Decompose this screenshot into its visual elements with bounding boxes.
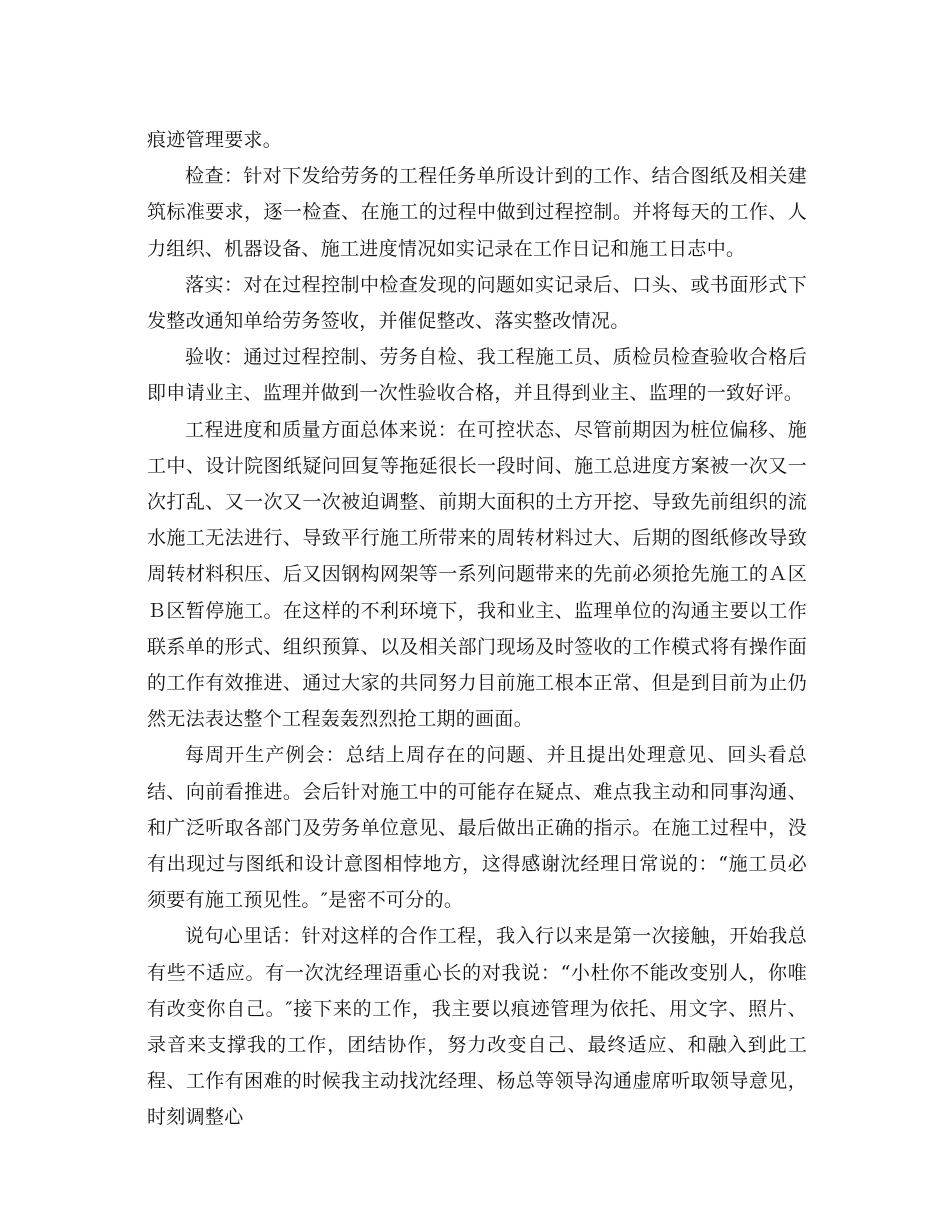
paragraph-progress-quality: 工程进度和质量方面总体来说：在可控状态、尽管前期因为桩位偏移、施工中、设计院图纸疑问回复等拖延很长一段时间、施工总进度方案被一次又一次打乱、又一次又一次被迫调整、前期大面积的土方开挖、导致先前组织的流水施工无法进行、导致平行施工所带来的周转材料过大、后期的图纸修改导致周转材料积压、后又因钢构网架等一系列问题带来的先前必须抢先施工的Ａ区Ｂ区暂停施工。在这样的不利环境下，我和业主、监理单位的沟通主要以工作联系单的形式、组织预算、以及相关部门现场及时签收的工作模式将有操作面的工作有效推进、通过大家的共同努力目前施工根本正常、但是到目前为止仍然无法表达整个工程轰轰烈烈抢工期的画面。 xyxy=(147,418,807,731)
paragraph-weekly-meeting: 每周开生产例会：总结上周存在的问题、并且提出处理意见、回头看总结、向前看推进。会后针对施工中的可能存在疑点、难点我主动和同事沟通、和广泛听取各部门及劳务单位意见、最后做出正确的指示。在施工过程中，没有出现过与图纸和设计意图相悖地方，这得感谢沈经理日常说的：“施工员必须要有施工预见性。″是密不可分的。 xyxy=(147,744,807,912)
paragraph-inspection: 检查：针对下发给劳务的工程任务单所设计到的工作、结合图纸及相关建筑标准要求，逐一检查、在施工的过程中做到过程控制。并将每天的工作、人力组织、机器设备、施工进度情况如实记录在工作日记和施工日志中。 xyxy=(147,165,807,260)
paragraph-continuation: 痕迹管理要求。 xyxy=(147,129,283,151)
paragraph-acceptance: 验收：通过过程控制、劳务自检、我工程施工员、质检员检查验收合格后即申请业主、监理并做到一次性验收合格，并且得到业主、监理的一致好评。 xyxy=(147,346,807,405)
document-body xyxy=(147,122,807,1136)
paragraph-implementation: 落实：对在过程控制中检查发现的问题如实记录后、口头、或书面形式下发整改通知单给劳务签收，并催促整改、落实整改情况。 xyxy=(147,273,807,333)
paragraph-heartfelt-words: 说句心里话：针对这样的合作工程，我入行以来是第一次接触，开始我总有些不适应。有一次沈经理语重心长的对我说：“小杜你不能改变别人，你唯有改变你自己。″接下来的工作，我主要以痕迹管理为依托、用文字、照片、录音来支撑我的工作，团结协作，努力改变自己、最终适应、和融入到此工程、工作有困难的时候我主动找沈经理、杨总等领导沟通虚席听取领导意见，时刻调整心 xyxy=(147,925,807,1129)
